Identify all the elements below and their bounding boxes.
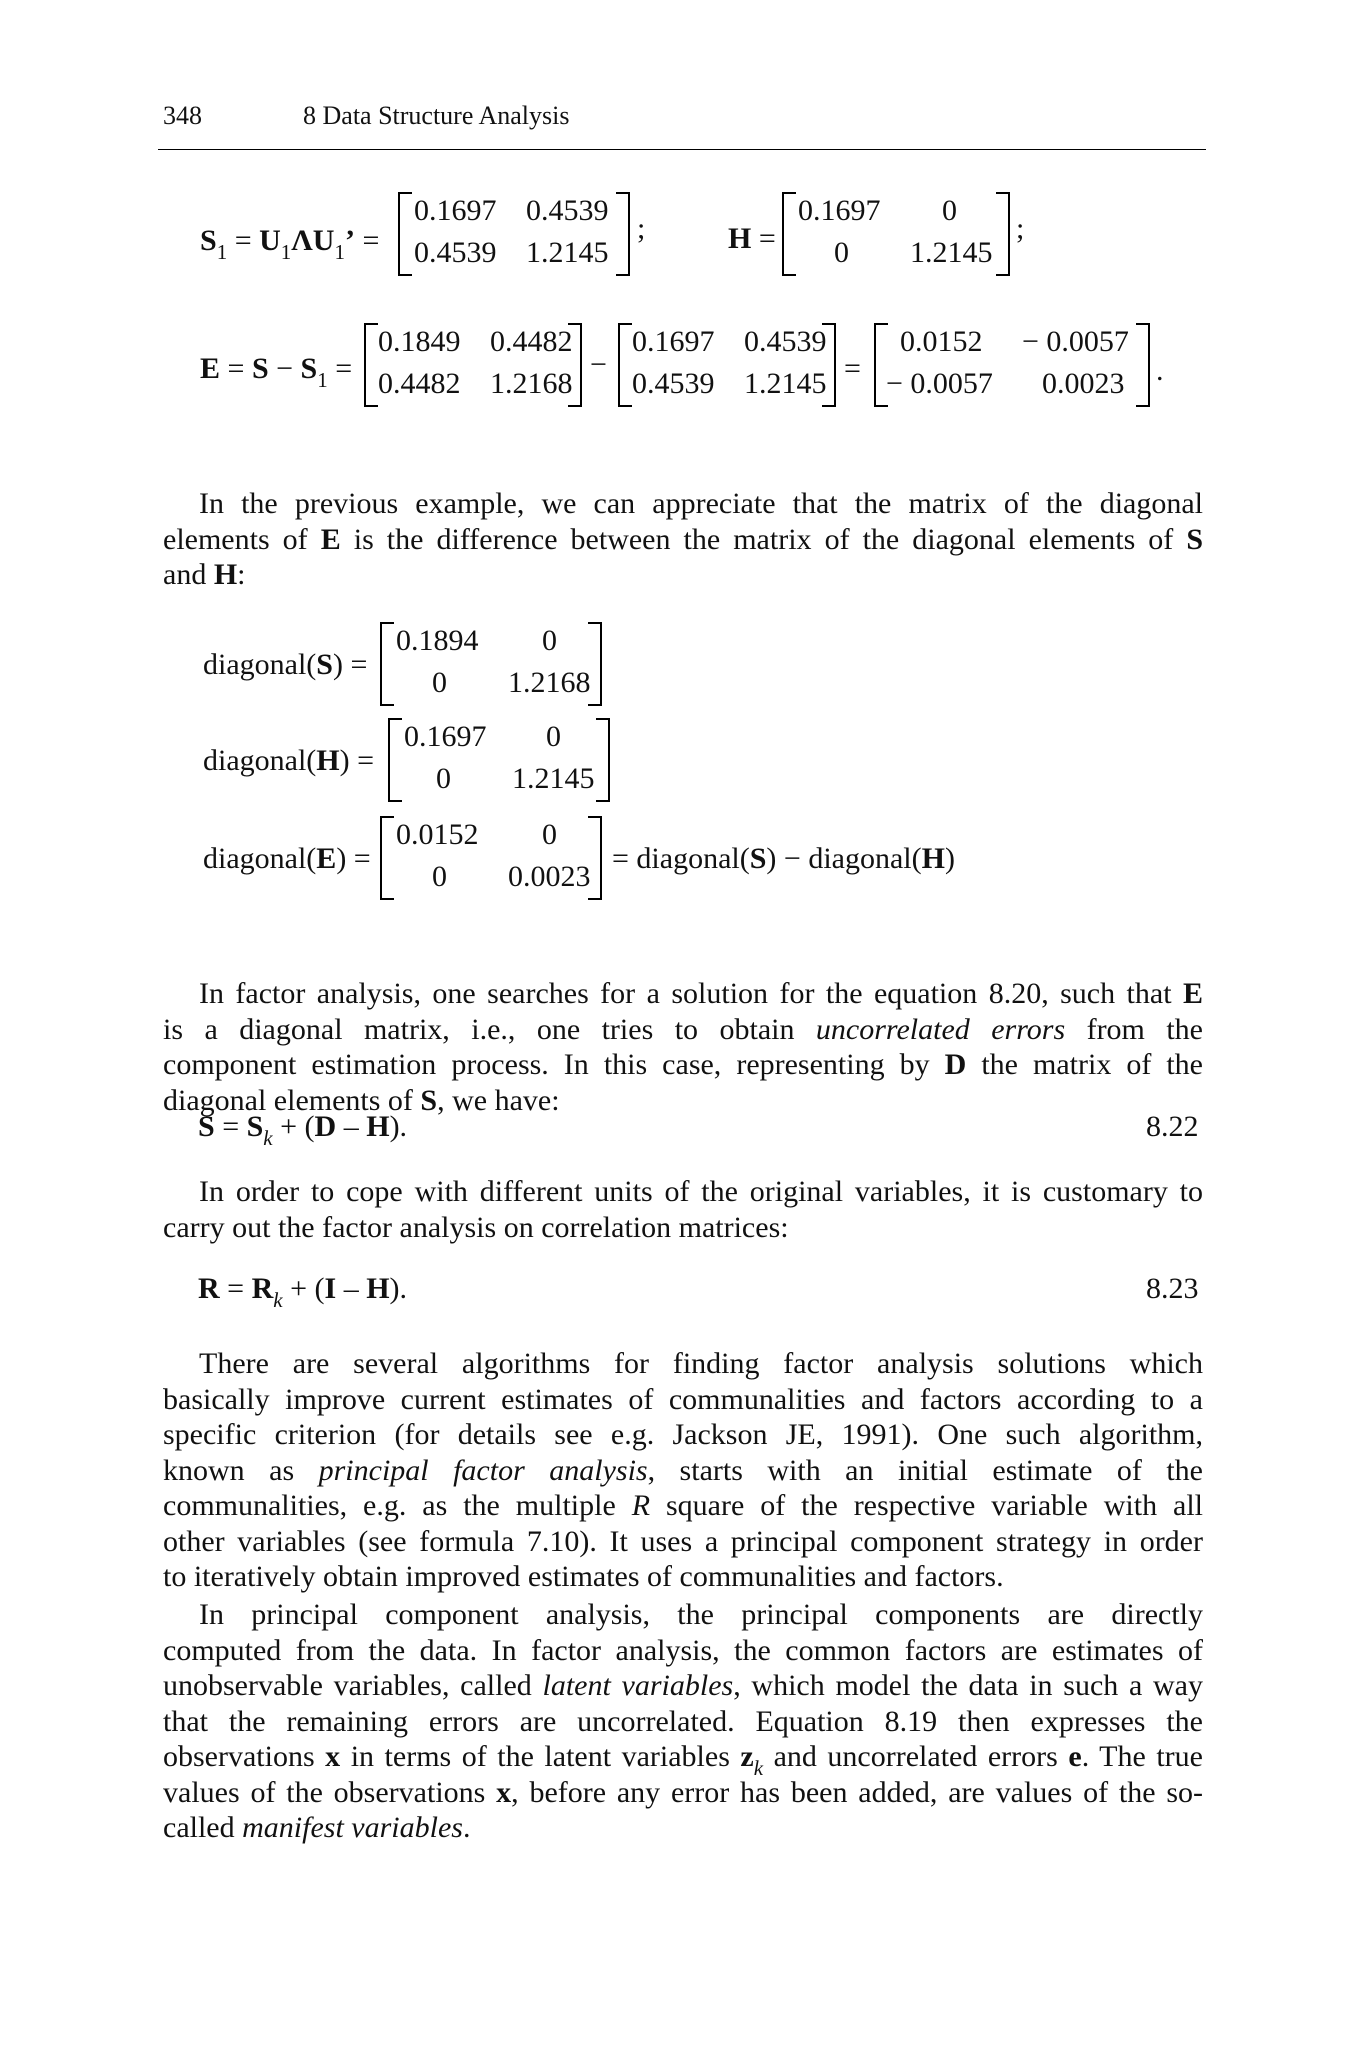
diag-e-rhs: = diagonal(S) − diagonal(H) [612,842,955,875]
matrix-diag-s: 0.1894 0 0 1.2168 [380,622,602,706]
matrix-e: 0.0152 − 0.0057 − 0.0057 0.0023 [874,323,1150,407]
eq-e-lhs: $E = S - S_1$ = [200,352,353,392]
diag-s-label: diagonal(S) = [203,648,368,681]
eq-h-sep: ; [1016,212,1025,245]
eq-h-lhs: H = [728,222,776,255]
chapter-title: 8 Data Structure Analysis [303,101,570,130]
diag-e-label: diagonal(E) = [203,842,371,875]
matrix-diag-h: 0.1697 0 0 1.2145 [388,718,610,802]
paragraph-1: In the previous example, we can appreciate that the matrix of the diagonal elements of E is the difference between the matrix of the diagonal elements of S and H: [163,487,1203,591]
equation-8-22: $S = S_k + (D - H)$. [198,1110,408,1150]
eq-s1-sep: ; [637,212,646,245]
paragraph-4: There are several algorithms for finding factor analysis solutions which basically improve current estimates of communalities and factors according to a specific criterion (for details see e.g. Jackson JE, 1991). One such algorithm, known as principal factor analysis, starts with an initial estimate of the communalities, e.g. as the multiple R square of the respective variable with all other variables (see formula 7.10). It uses a principal component strategy in order to iteratively obtain improved estimates of communalities and factors. [163,1347,1203,1593]
equal-operator: = [844,352,861,385]
matrix-s: 0.1849 0.4482 0.4482 1.2168 [364,323,582,407]
page-number: 348 [163,101,202,130]
matrix-h: 0.1697 0 0 1.2145 [782,192,1010,276]
paragraph-3: In order to cope with different units of the original variables, it is customary to carry out the factor analysis on correlation matrices: [163,1175,1203,1244]
equation-number-8-22: 8.22 [1146,1110,1199,1143]
matrix-diag-e: 0.0152 0 0 0.0023 [380,816,602,900]
matrix-s1-repeat: 0.1697 0.4539 0.4539 1.2145 [618,323,836,407]
minus-operator: − [590,348,607,381]
paragraph-5: In principal component analysis, the principal components are directly computed from the data. In factor analysis, the common factors are estimates of unobservable variables, called latent variables, which model the data in such a way that the remaining errors are uncorrelated. Equation 8.19 then expresses the observations x in terms of the latent variables $z_k$ and uncorrelated errors e. The true values of the observations x, before any error has been added, are values of the so- called manifest variables. [163,1598,1203,1844]
equation-number-8-23: 8.23 [1146,1272,1199,1305]
running-header [163,101,569,131]
diag-h-label: diagonal(H) = [203,744,375,777]
matrix-s1: 0.1697 0.4539 0.4539 1.2145 [398,192,630,276]
equation-8-23: $R = R_k + (I - H)$. [198,1272,408,1312]
eq-e-end: . [1156,354,1164,387]
eq-s1-lhs: $S_1 = U_1\Lambda U_1$’ = [200,224,380,264]
header-rule [158,149,1206,150]
paragraph-2: In factor analysis, one searches for a solution for the equation 8.20, such that E is a diagonal matrix, i.e., one tries to obtain uncorrelated errors from the component estimation process. In this case, representing by D the matrix of the diagonal elements of S, we have: [163,977,1203,1117]
